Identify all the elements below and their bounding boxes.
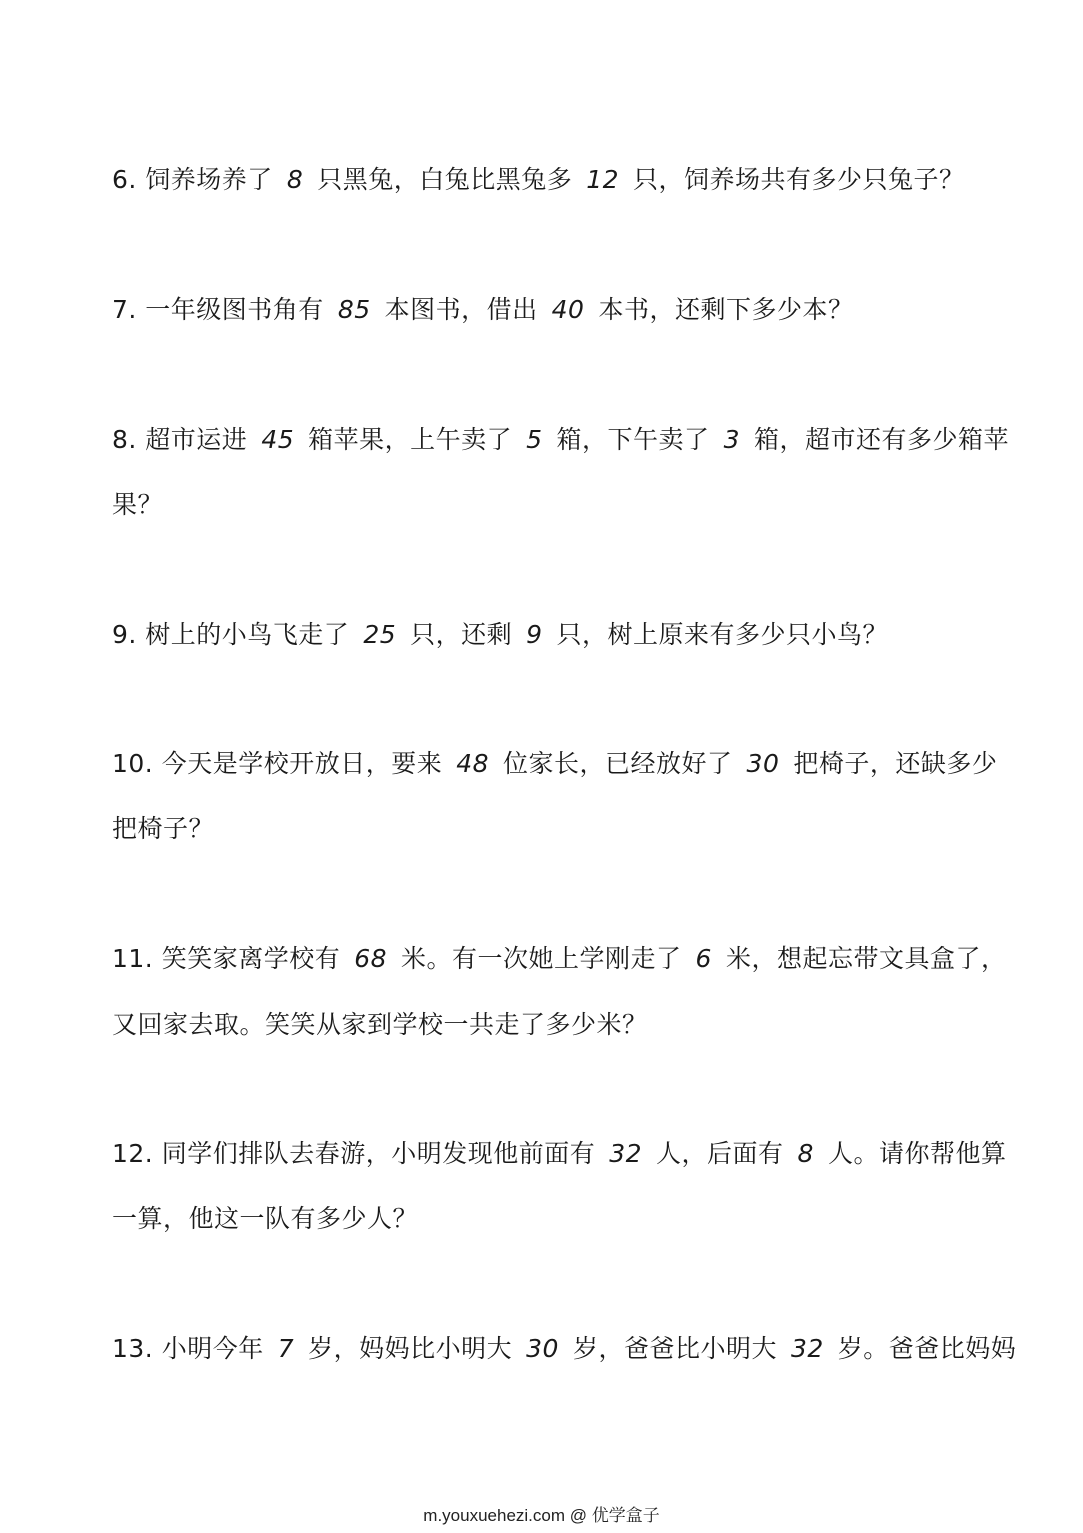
text-segment: 把椅子，还缺多少 <box>793 749 998 778</box>
number: 6 <box>695 944 712 973</box>
text-segment: 岁。爸爸比妈妈 <box>837 1334 1017 1363</box>
text-segment: 人。请你帮他算 <box>827 1139 1007 1168</box>
problem-8-line-1 <box>112 423 1009 457</box>
text-segment: 人，后面有 <box>656 1139 784 1168</box>
problem-8-line-2 <box>112 488 163 522</box>
number: 8 <box>286 165 304 194</box>
text-segment: 12. 同学们排队去春游，小明发现他前面有 <box>112 1139 596 1168</box>
number: 48 <box>456 749 490 778</box>
number: 85 <box>337 295 371 324</box>
number: 45 <box>261 425 295 454</box>
problem-9-line-1 <box>112 618 888 652</box>
number: 32 <box>609 1139 643 1168</box>
text-segment: 箱，超市还有多少箱苹 <box>753 425 1009 454</box>
number: 3 <box>723 425 740 454</box>
number: 8 <box>797 1139 814 1168</box>
text-segment: 只，树上原来有多少只小鸟？ <box>556 620 889 649</box>
text-segment: 箱，下午卖了 <box>556 425 710 454</box>
text-segment: 本书，还剩下多少本？ <box>598 295 854 324</box>
text-segment: 米。有一次她上学刚走了 <box>401 944 682 973</box>
problem-12-line-1 <box>112 1137 1006 1171</box>
text-segment: 8. 超市运进 <box>112 425 248 454</box>
text-segment: 米，想起忘带文具盒了， <box>725 944 1007 973</box>
problem-12-line-2 <box>112 1202 418 1236</box>
text-segment: 只，还剩 <box>410 620 513 649</box>
number: 40 <box>551 295 585 324</box>
text-segment: 11. 笑笑家离学校有 <box>112 944 341 973</box>
number: 25 <box>363 620 397 649</box>
number: 12 <box>586 165 620 194</box>
text-segment: 又回家去取。笑笑从家到学校一共走了多少米？ <box>112 1010 648 1039</box>
text-segment: 一算，他这一队有多少人？ <box>112 1204 419 1233</box>
text-segment: 13. 小明今年 <box>112 1334 264 1363</box>
text-segment: 只黑兔，白兔比黑兔多 <box>317 165 573 194</box>
text-segment: 岁，妈妈比小明大 <box>308 1334 513 1363</box>
text-segment: 果？ <box>112 490 164 519</box>
number: 9 <box>526 620 543 649</box>
number: 32 <box>790 1334 824 1363</box>
text-segment: 本图书，借出 <box>384 295 538 324</box>
number: 5 <box>526 425 543 454</box>
text-segment: 把椅子？ <box>112 814 215 843</box>
problem-10-line-1 <box>112 747 997 781</box>
number: 7 <box>277 1334 295 1363</box>
text-segment: 7. 一年级图书角有 <box>112 295 324 324</box>
number: 68 <box>354 944 388 973</box>
number: 30 <box>746 749 780 778</box>
problem-11-line-2 <box>112 1008 648 1042</box>
problem-6-line-1 <box>112 163 965 197</box>
text-segment: 只，饲养场共有多少只兔子？ <box>633 165 965 194</box>
problem-10-line-2 <box>112 812 214 846</box>
problem-11-line-1 <box>112 942 1006 976</box>
text-segment: 位家长，已经放好了 <box>503 749 733 778</box>
number: 30 <box>526 1334 559 1363</box>
footer-text: m.youxuehezi.com @ 优学盒子 <box>423 1506 660 1525</box>
text-segment: 6. 饲养场养了 <box>112 165 273 194</box>
text-segment: 箱苹果，上午卖了 <box>308 425 513 454</box>
problem-13-line-1 <box>112 1332 1016 1366</box>
problem-7-line-1 <box>112 293 853 327</box>
text-segment: 9. 树上的小鸟飞走了 <box>112 620 350 649</box>
text-segment: 10. 今天是学校开放日，要来 <box>112 749 443 778</box>
page-footer <box>0 1505 1083 1527</box>
text-segment: 岁，爸爸比小明大 <box>572 1334 777 1363</box>
